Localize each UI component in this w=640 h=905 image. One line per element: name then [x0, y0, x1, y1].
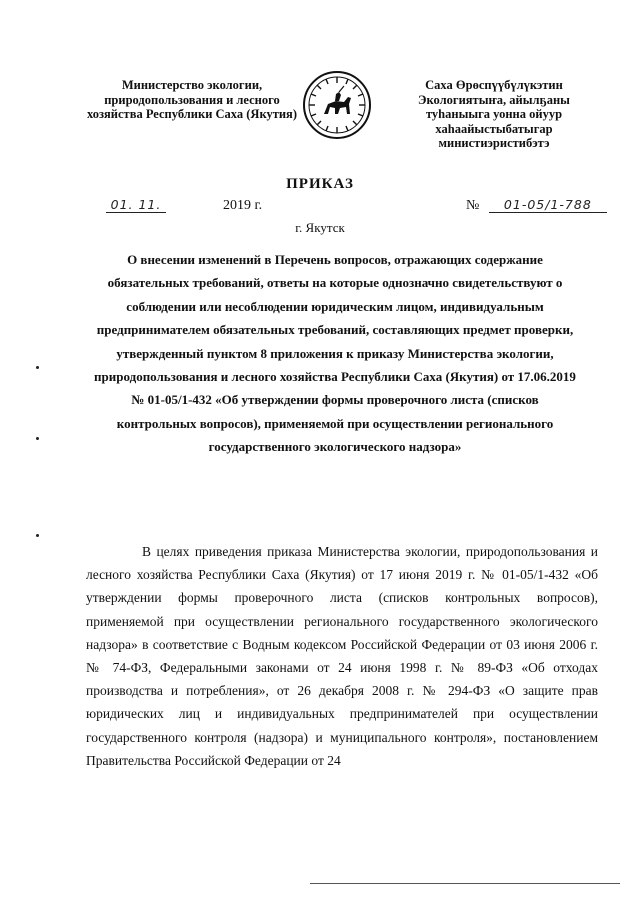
document-type: ПРИКАЗ: [286, 176, 354, 192]
order-date-day: 01. 11.: [106, 197, 166, 213]
order-city: г. Якутск: [295, 220, 345, 235]
order-number: [466, 197, 607, 214]
order-number-prefix: №: [466, 198, 480, 213]
scan-speck: [36, 366, 39, 369]
scan-speck: [36, 534, 39, 537]
ministry-name-sakha: Саха Өрөспүүбүлүкэтин Экологиятыҥа, айылҕаны туһаныыга уонна ойуур хаһаайыстыбатыгар министиэристибэтэ: [418, 78, 570, 150]
page-bottom-rule: [310, 883, 620, 884]
scan-speck: [36, 437, 39, 440]
order-title: О внесении изменений в Перечень вопросов, отражающих содержание обязательных требований, ответы на которые однозначно свидетельствуют о соблюдении или несоблюдении юридическим лицом, индивидуальным предпринимателем обязательных требований, составляющих предмет проверки, утвержденный пунктом 8 приложения к приказу Министерства экологии, природопользования и лесного хозяйства Республики Саха (Якутия) от 17.06.2019 № 01-05/1-432 «Об утверждении формы проверочного листа (списков контрольных вопросов), применяемой при осуществлении регионального государственного экологического надзора»: [94, 252, 576, 455]
ministry-name-russian: Министерство экологии, природопользования и лесного хозяйства Республики Саха (Якутия): [87, 78, 297, 121]
order-date: [106, 197, 262, 214]
order-body-paragraph: В целях приведения приказа Министерства экологии, природопользования и лесного хозяйства Республики Саха (Якутия) от 17 июня 2019 г. № 01-05/1-432 «Об утверждении формы проверочного листа (списков контрольных вопросов), применяемой при осуществлении регионального государственного экологического надзора» в соответствие с Водным кодексом Российской Федерации от 03 июня 2006 г. № 74-ФЗ, Федеральными законами от 24 июня 1998 г. № 89-ФЗ «Об отходах производства и потребления», от 26 декабря 2008 г. № 294-ФЗ «О защите прав юридических лиц и индивидуальных предпринимателей при осуществлении государственного контроля (надзора) и муниципального контроля», постановлением Правительства Российской Федерации от 24: [86, 544, 598, 768]
sakha-coat-of-arms-icon: [302, 70, 372, 140]
order-number-value: 01-05/1-788: [489, 197, 607, 213]
order-date-year: 2019 г.: [223, 198, 263, 213]
